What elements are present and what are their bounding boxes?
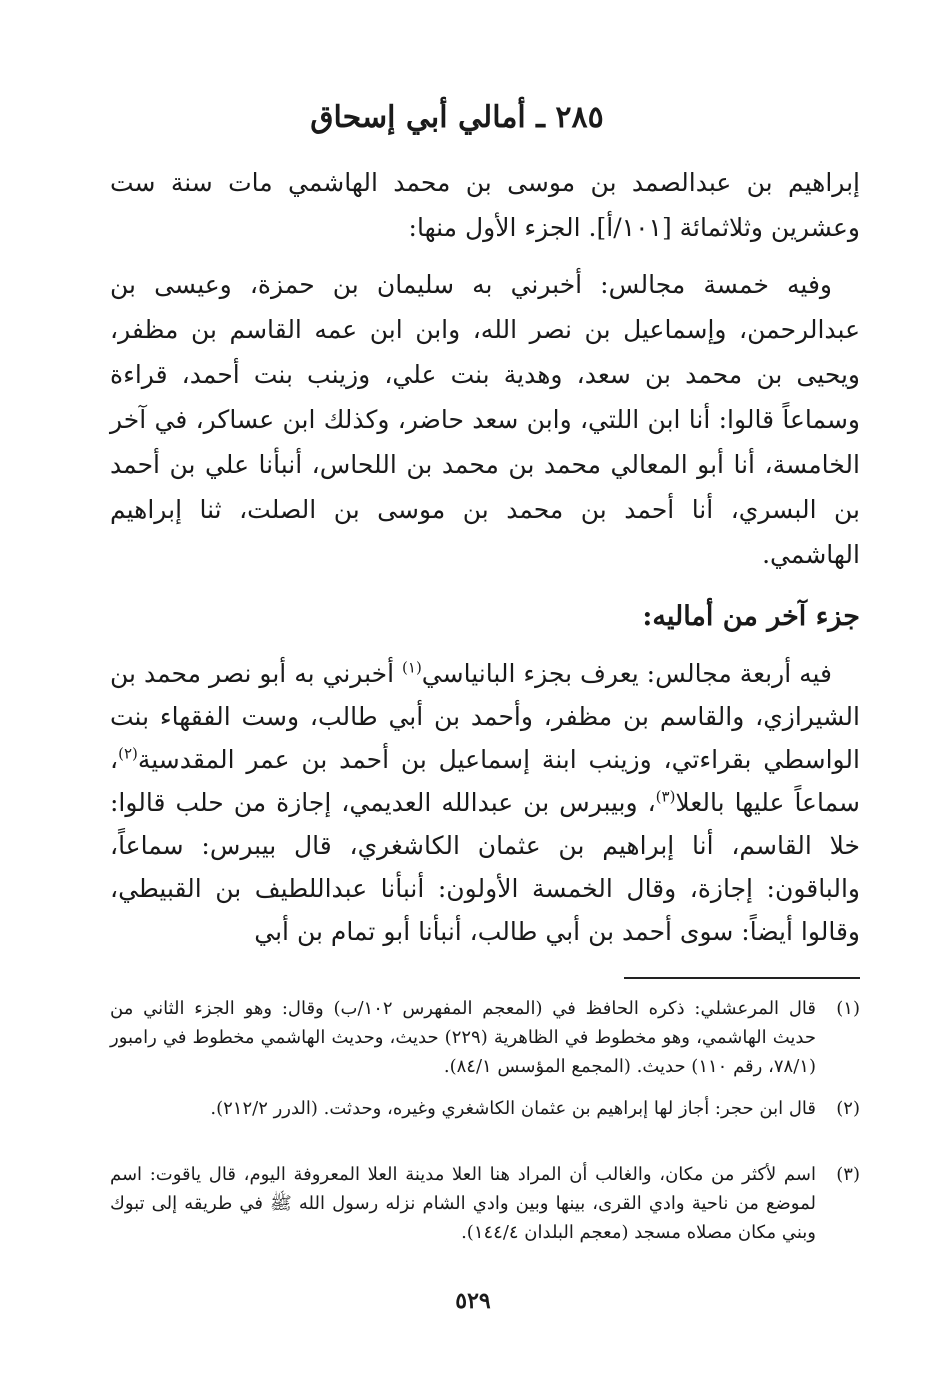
footnote-number: (٣) <box>836 1164 860 1185</box>
paragraph-text: ، وبيبرس بن عبدالله العديمي، إجازة من حلب قالوا: خلا القاسم، أنا إبراهيم بن عثمان الكاشغري، قال بيبرس: سماعاً، والباقون: إجازة، وقال الخمسة الأولون: أنبأنا عبداللطيف بن القبيطي، وقالوا أيضاً: سوى أحمد بن أبي طالب، أنبأنا أبو تمام بن أبي <box>110 788 860 946</box>
entry-heading: ٢٨٥ ـ أمالي أبي إسحاق <box>310 100 604 135</box>
majalis-paragraph: وفيه خمسة مجالس: أخبرني به سليمان بن حمزة، وعيسى بن عبدالرحمن، وإسماعيل بن نصر الله، وابن ابن عمه القاسم بن مظفر، ويحيى بن محمد بن سعد، وهدية بنت علي، وزينب بنت أحمد، قراءة وسماعاً قالوا: أنا ابن اللتي، وابن سعد حاضر، وكذلك ابن عساكر، في آخر الخامسة، أنا أبو المعالي محمد بن محمد بن اللحاس، أنبأنا علي بن أحمد بن البسري، أنا أحمد بن محمد بن موسى بن الصلت، ثنا إبراهيم الهاشمي. <box>110 270 860 569</box>
footnote-text: قال ابن حجر: أجاز لها إبراهيم بن عثمان الكاشغري وغيره، وحدثت. (الدرر ٢١٢/٢). <box>210 1098 816 1119</box>
footnote-number: (٢) <box>836 1098 860 1119</box>
footnote-ref-3: (٣) <box>655 787 676 806</box>
second-paragraph <box>110 652 860 953</box>
paragraph-text: فيه أربعة مجالس: يعرف بجزء البانياسي <box>421 659 832 688</box>
paragraph-text: ، سماعاً عليها بالعلا <box>110 745 860 817</box>
footnote-number: (١) <box>836 998 860 1019</box>
paragraph-text: أخبرني به أبو نصر محمد بن الشيرازي، والقاسم بن مظفر، وأحمد بن أبي طالب، وست الفقهاء بنت الواسطي بقراءتي، وزينب ابنة إسماعيل بن أحمد بن عمر المقدسية <box>110 659 860 774</box>
footnote-text: اسم لأكثر من مكان، والغالب أن المراد هنا العلا مدينة العلا المعروفة اليوم، قال ياقوت: اسم لموضع من ناحية وادي القرى، بينها وبين وادي الشام نزله رسول الله ﷺ في طريقه إلى تبوك وبني مكان مصلاه مسجد (معجم البلدان ١٤٤/٤). <box>110 1164 816 1243</box>
page-number: ٥٢٩ <box>455 1288 491 1314</box>
footnote-text: قال المرعشلي: ذكره الحافظ في (المعجم المفهرس ١٠٢/ب) وقال: وهو الجزء الثاني من حديث الهاشمي، وهو مخطوط في الظاهرية (٢٢٩) حديث، وحديث الهاشمي مخطوط في رامبور (٧٨/١، رقم ١١٠) حديث. (المجمع المؤسس ٨٤/١). <box>110 998 817 1077</box>
footnote-1 <box>110 994 860 1081</box>
footnote-2 <box>110 1094 860 1123</box>
footnote-ref-2: (٢) <box>118 744 138 763</box>
footnote-separator <box>624 977 860 979</box>
footnote-ref-1: (١) <box>402 658 422 677</box>
section-subheading: جزء آخر من أماليه: <box>642 601 860 632</box>
footnote-3 <box>110 1160 860 1247</box>
intro-paragraph: إبراهيم بن عبدالصمد بن موسى بن محمد الهاشمي مات سنة ست وعشرين وثلاثمائة [١٠١/أ]. الجزء الأول منها: <box>110 168 860 242</box>
